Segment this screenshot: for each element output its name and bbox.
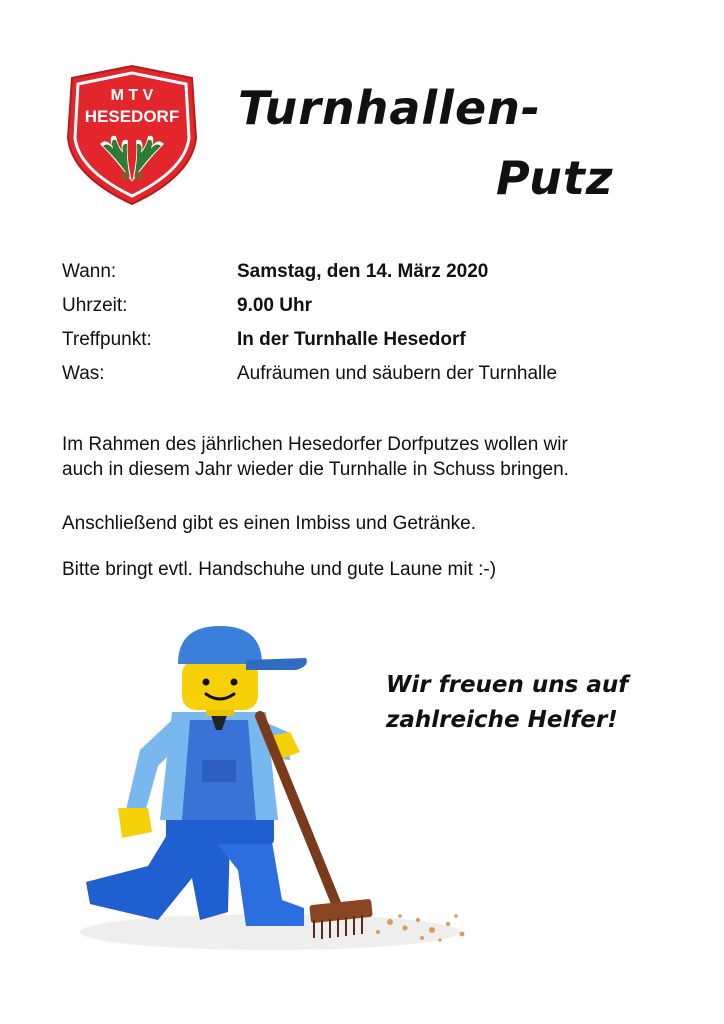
- event-info: [62, 255, 682, 391]
- intro-line-2: auch in diesem Jahr wieder die Turnhalle in Schuss bringen.: [62, 459, 569, 480]
- info-value: Aufräumen und säubern der Turnhalle: [237, 363, 558, 384]
- info-value: 9.00 Uhr: [237, 295, 312, 316]
- info-row-when: [62, 255, 682, 289]
- info-label: Was:: [62, 363, 105, 384]
- logo-text-hesedorf: HESEDORF: [84, 107, 180, 126]
- intro-line-1: Im Rahmen des jährlichen Hesedorfer Dorfputzes wollen wir: [62, 434, 568, 455]
- lego-figure-sweeping-image: [60, 620, 480, 960]
- slogan-line-1: Wir freuen uns auf: [386, 672, 629, 698]
- info-row-meeting-point: [62, 323, 682, 357]
- intro-paragraph: [62, 432, 702, 482]
- title-line-2: Putz: [496, 151, 614, 205]
- logo-text-mtv: M T V: [110, 87, 154, 104]
- slogan-line-2: zahlreiche Helfer!: [386, 707, 618, 733]
- info-label: Wann:: [62, 261, 117, 282]
- info-value: In der Turnhalle Hesedorf: [237, 329, 466, 350]
- info-row-time: [62, 289, 682, 323]
- mtv-hesedorf-logo: [62, 64, 202, 206]
- info-label: Treffpunkt:: [62, 329, 152, 350]
- title-line-1: Turnhallen-: [238, 81, 541, 135]
- snack-paragraph: Anschließend gibt es einen Imbiss und Getränke.: [62, 513, 477, 534]
- info-value: Samstag, den 14. März 2020: [237, 261, 489, 282]
- info-label: Uhrzeit:: [62, 295, 128, 316]
- bring-paragraph: Bitte bringt evtl. Handschuhe und gute Laune mit :-): [62, 559, 497, 580]
- info-row-what: [62, 357, 682, 391]
